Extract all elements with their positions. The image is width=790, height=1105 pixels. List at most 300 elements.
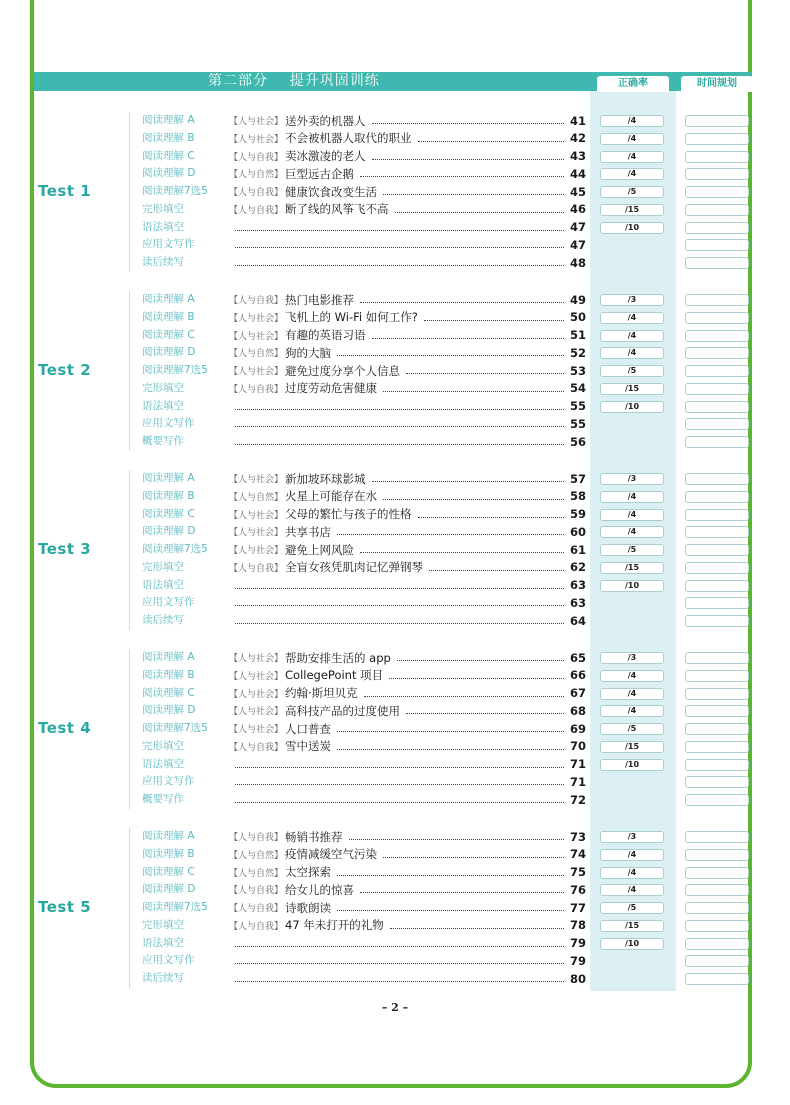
exercise-type: 阅读理解 C <box>142 865 195 878</box>
exercise-type: 完形填空 <box>142 381 184 394</box>
dot-leader <box>418 141 564 142</box>
time-plan-input[interactable] <box>685 436 749 448</box>
article-title: 诗歌朗读 <box>285 900 332 915</box>
accuracy-input[interactable]: /3 <box>600 473 664 485</box>
exercise-type: 阅读理解 C <box>142 686 195 699</box>
toc-entry[interactable] <box>229 917 586 934</box>
exercise-type: 阅读理解 B <box>142 131 195 144</box>
list-item <box>0 201 790 219</box>
toc-entry[interactable] <box>229 309 586 326</box>
accuracy-input[interactable]: /4 <box>600 849 664 861</box>
list-item <box>0 667 790 685</box>
dot-leader <box>429 570 564 571</box>
time-plan-input[interactable] <box>685 776 749 788</box>
toc-entry[interactable] <box>229 935 586 952</box>
toc-entry[interactable] <box>229 148 586 165</box>
theme-tag: 【人与社会】 <box>229 134 284 145</box>
toc-entry[interactable] <box>229 433 586 450</box>
accuracy-input[interactable]: /4 <box>600 491 664 503</box>
dot-leader <box>235 784 564 785</box>
time-plan-input[interactable] <box>685 688 749 700</box>
dot-leader <box>364 696 564 697</box>
list-item <box>0 773 790 791</box>
accuracy-input[interactable]: /3 <box>600 652 664 664</box>
accuracy-input[interactable]: /4 <box>600 867 664 879</box>
exercise-type: 概要写作 <box>142 793 184 805</box>
exercise-type: 应用文写作 <box>142 775 195 788</box>
list-item <box>0 559 790 577</box>
time-plan-input[interactable] <box>685 239 749 251</box>
article-title: 约翰·斯坦贝克 <box>285 686 358 700</box>
list-item <box>0 291 790 309</box>
time-plan-input[interactable] <box>685 597 749 609</box>
list-item <box>0 219 790 237</box>
article-title: 新加坡环球影城 <box>285 471 366 486</box>
theme-tag: 【人与社会】 <box>229 331 284 342</box>
toc-entry[interactable] <box>229 899 586 916</box>
accuracy-input[interactable]: /4 <box>600 347 664 359</box>
theme-tag: 【人与自我】 <box>229 904 284 914</box>
time-plan-input[interactable] <box>685 257 749 269</box>
time-plan-input[interactable] <box>685 473 749 485</box>
time-plan-input[interactable] <box>685 365 749 377</box>
dot-leader <box>360 552 564 553</box>
theme-tag: 【人与社会】 <box>229 117 284 127</box>
dot-leader <box>372 123 564 124</box>
accuracy-input[interactable]: /4 <box>600 705 664 717</box>
toc-entry[interactable] <box>229 541 586 558</box>
accuracy-input[interactable]: /10 <box>600 759 664 771</box>
list-item <box>0 362 790 380</box>
page-ref: 46 <box>569 202 586 217</box>
theme-tag: 【人与自然】 <box>229 170 284 181</box>
article-title: 畅销书推荐 <box>285 829 343 844</box>
page-ref: 48 <box>569 255 586 270</box>
exercise-type: 读后续写 <box>142 256 184 268</box>
page-ref: 72 <box>569 792 586 807</box>
accuracy-input[interactable]: /15 <box>600 920 664 932</box>
page-ref: 47 <box>569 220 586 234</box>
dot-leader <box>418 517 564 518</box>
theme-tag: 【人与自然】 <box>229 492 284 503</box>
time-plan-input[interactable] <box>685 509 749 521</box>
accuracy-input[interactable]: /10 <box>600 222 664 234</box>
toc-entry[interactable] <box>229 327 586 344</box>
dot-leader <box>235 767 564 768</box>
accuracy-input[interactable]: /3 <box>600 831 664 843</box>
dot-leader <box>372 338 564 339</box>
theme-tag: 【人与社会】 <box>229 313 284 324</box>
exercise-type: 阅读理解 A <box>142 830 195 842</box>
page-ref: 55 <box>569 399 586 413</box>
time-plan-column-header: 时间规划 <box>681 76 753 92</box>
list-item <box>0 702 790 720</box>
accuracy-input[interactable]: /4 <box>600 168 664 180</box>
exercise-type: 阅读理解 A <box>142 472 195 484</box>
test-label: Test 1 <box>38 182 92 200</box>
dot-leader <box>235 444 564 445</box>
toc-entry[interactable] <box>229 685 586 702</box>
list-item <box>0 130 790 148</box>
theme-tag: 【人与自我】 <box>229 205 284 216</box>
time-plan-input[interactable] <box>685 705 749 717</box>
toc-entry[interactable] <box>229 720 586 737</box>
toc-entry[interactable] <box>229 881 586 898</box>
article-title: 帮助安排生活的 app <box>285 650 391 665</box>
theme-tag: 【人与社会】 <box>229 475 284 485</box>
time-plan-input[interactable] <box>685 723 749 735</box>
test-label: Test 2 <box>38 361 92 379</box>
list-item <box>0 738 790 756</box>
exercise-type: 完形填空 <box>142 918 184 931</box>
toc-entry[interactable] <box>229 577 586 594</box>
theme-tag: 【人与自我】 <box>229 384 284 395</box>
theme-tag: 【人与自我】 <box>229 742 284 753</box>
list-item <box>0 506 790 524</box>
article-title: 卖冰激凌的老人 <box>285 149 366 163</box>
page-ref: 44 <box>569 166 586 181</box>
exercise-type: 读后续写 <box>142 614 184 626</box>
toc-entry[interactable] <box>229 594 586 611</box>
exercise-type: 阅读理解 A <box>142 293 195 305</box>
toc-entry[interactable] <box>229 773 586 790</box>
toc-entry[interactable] <box>229 506 586 523</box>
page-ref: 68 <box>569 703 586 718</box>
toc-entry[interactable] <box>229 612 586 629</box>
exercise-type: 阅读理解 C <box>142 149 195 162</box>
exercise-type: 阅读理解7选5 <box>142 543 208 555</box>
theme-tag: 【人与自然】 <box>229 850 284 861</box>
time-plan-input[interactable] <box>685 312 749 324</box>
exercise-type: 阅读理解 B <box>142 310 195 323</box>
exercise-type: 语法填空 <box>142 757 184 770</box>
accuracy-input[interactable]: /4 <box>600 115 664 127</box>
time-plan-input[interactable] <box>685 115 749 127</box>
time-plan-input[interactable] <box>685 401 749 413</box>
accuracy-input[interactable]: /5 <box>600 902 664 914</box>
time-plan-input[interactable] <box>685 151 749 163</box>
exercise-type: 阅读理解 D <box>142 346 196 359</box>
page-ref: 63 <box>569 578 586 592</box>
dot-leader <box>337 731 564 732</box>
exercise-type: 语法填空 <box>142 936 184 949</box>
dot-leader <box>337 534 564 535</box>
page-ref: 50 <box>569 310 586 325</box>
list-item <box>0 952 790 970</box>
exercise-type: 阅读理解 B <box>142 847 195 860</box>
accuracy-input[interactable]: /4 <box>600 884 664 896</box>
list-item <box>0 148 790 166</box>
time-plan-input[interactable] <box>685 741 749 753</box>
accuracy-input[interactable]: /4 <box>600 133 664 145</box>
exercise-type: 语法填空 <box>142 399 184 412</box>
accuracy-input[interactable]: /3 <box>600 294 664 306</box>
article-title: 父母的繁忙与孩子的性格 <box>285 507 412 521</box>
dot-leader <box>360 176 564 177</box>
article-title: 有趣的英语习语 <box>285 328 366 342</box>
time-plan-input[interactable] <box>685 204 749 216</box>
toc-entry[interactable] <box>229 201 586 218</box>
dot-leader <box>406 713 564 714</box>
accuracy-input[interactable]: /5 <box>600 723 664 735</box>
list-item <box>0 935 790 953</box>
time-plan-input[interactable] <box>685 867 749 879</box>
time-plan-input[interactable] <box>685 938 749 950</box>
dot-leader <box>235 963 564 964</box>
dot-leader <box>235 623 564 624</box>
accuracy-input[interactable]: /4 <box>600 526 664 538</box>
list-item <box>0 649 790 667</box>
time-plan-input[interactable] <box>685 562 749 574</box>
dot-leader <box>235 230 564 231</box>
dot-leader <box>372 481 564 482</box>
time-plan-input[interactable] <box>685 884 749 896</box>
exercise-type: 阅读理解 B <box>142 489 195 502</box>
time-plan-input[interactable] <box>685 615 749 627</box>
accuracy-input[interactable]: /15 <box>600 562 664 574</box>
theme-tag: 【人与社会】 <box>229 671 284 682</box>
article-title: 不会被机器人取代的职业 <box>285 131 412 146</box>
dot-leader <box>337 355 564 356</box>
dot-leader <box>349 839 564 840</box>
page-ref: 42 <box>569 131 586 146</box>
page-ref: 55 <box>569 416 586 431</box>
list-item <box>0 380 790 398</box>
list-item <box>0 415 790 433</box>
page-ref: 47 <box>569 237 586 252</box>
page-ref: 56 <box>569 434 586 449</box>
article-title: 过度劳动危害健康 <box>285 381 378 396</box>
time-plan-input[interactable] <box>685 849 749 861</box>
exercise-type: 语法填空 <box>142 220 184 233</box>
dot-leader <box>390 928 564 929</box>
toc-entry[interactable] <box>229 236 586 253</box>
time-plan-input[interactable] <box>685 670 749 682</box>
dot-leader <box>383 857 564 858</box>
time-plan-input[interactable] <box>685 330 749 342</box>
time-plan-input[interactable] <box>685 222 749 234</box>
theme-tag: 【人与社会】 <box>229 528 284 539</box>
time-plan-input[interactable] <box>685 526 749 538</box>
page-ref: 60 <box>569 524 586 539</box>
toc-entry[interactable] <box>229 864 586 881</box>
toc-entry[interactable] <box>229 791 586 808</box>
list-item <box>0 183 790 201</box>
accuracy-input[interactable]: /4 <box>600 312 664 324</box>
exercise-type: 应用文写作 <box>142 954 195 967</box>
exercise-type: 阅读理解7选5 <box>142 185 208 197</box>
toc-entry[interactable] <box>229 183 586 200</box>
time-plan-input[interactable] <box>685 544 749 556</box>
accuracy-input[interactable]: /4 <box>600 151 664 163</box>
article-title: 避免过度分享个人信息 <box>285 363 401 378</box>
accuracy-input[interactable]: /15 <box>600 383 664 395</box>
page-ref: 69 <box>569 721 586 736</box>
list-item <box>0 165 790 183</box>
list-item <box>0 685 790 703</box>
list-item <box>0 523 790 541</box>
accuracy-input[interactable]: /5 <box>600 544 664 556</box>
list-item <box>0 577 790 595</box>
dot-leader <box>397 660 564 661</box>
article-title: 避免上网风险 <box>285 542 355 557</box>
exercise-type: 应用文写作 <box>142 596 195 609</box>
time-plan-input[interactable] <box>685 794 749 806</box>
toc-entry[interactable] <box>229 488 586 505</box>
dot-leader <box>235 265 564 266</box>
exercise-type: 完形填空 <box>142 739 184 752</box>
accuracy-input[interactable]: /4 <box>600 688 664 700</box>
time-plan-input[interactable] <box>685 347 749 359</box>
accuracy-input[interactable]: /10 <box>600 401 664 413</box>
page-ref: 76 <box>569 882 586 897</box>
toc-entry[interactable] <box>229 756 586 773</box>
time-plan-input[interactable] <box>685 168 749 180</box>
list-item <box>0 756 790 774</box>
theme-tag: 【人与自我】 <box>229 563 284 574</box>
theme-tag: 【人与自然】 <box>229 349 284 360</box>
article-title: 送外卖的机器人 <box>285 113 366 128</box>
time-plan-input[interactable] <box>685 955 749 967</box>
accuracy-input[interactable]: /4 <box>600 330 664 342</box>
dot-leader <box>406 373 564 374</box>
article-title: 巨型远古企鹅 <box>285 166 355 181</box>
time-plan-input[interactable] <box>685 418 749 430</box>
list-item <box>0 720 790 738</box>
article-title: 高科技产品的过度使用 <box>285 703 401 718</box>
time-plan-input[interactable] <box>685 294 749 306</box>
exercise-type: 阅读理解7选5 <box>142 722 208 734</box>
article-title: 给女儿的惊喜 <box>285 882 355 897</box>
time-plan-input[interactable] <box>685 902 749 914</box>
list-item <box>0 594 790 612</box>
toc-entry[interactable] <box>229 649 586 666</box>
exercise-type: 阅读理解7选5 <box>142 364 208 376</box>
list-item <box>0 899 790 917</box>
article-title: 火星上可能存在水 <box>285 489 378 504</box>
page-ref: 66 <box>569 668 586 683</box>
article-title: 全盲女孩凭肌肉记忆弹钢琴 <box>285 560 424 575</box>
toc-entry[interactable] <box>229 344 586 361</box>
page-ref: 79 <box>569 953 586 968</box>
time-plan-input[interactable] <box>685 133 749 145</box>
exercise-type: 应用文写作 <box>142 417 195 430</box>
toc-entry[interactable] <box>229 559 586 576</box>
toc-entry[interactable] <box>229 415 586 432</box>
accuracy-input[interactable]: /10 <box>600 938 664 950</box>
list-item <box>0 881 790 899</box>
exercise-type: 阅读理解7选5 <box>142 901 208 913</box>
toc-entry[interactable] <box>229 738 586 755</box>
dot-leader <box>235 247 564 248</box>
page-ref: 71 <box>569 774 586 789</box>
accuracy-input[interactable]: /5 <box>600 186 664 198</box>
toc-entry[interactable] <box>229 219 586 236</box>
accuracy-input[interactable]: /15 <box>600 204 664 216</box>
time-plan-input[interactable] <box>685 759 749 771</box>
toc-entry[interactable] <box>229 254 586 271</box>
page-ref: 53 <box>569 363 586 378</box>
article-title: 47 年未打开的礼物 <box>285 918 384 933</box>
exercise-type: 阅读理解 B <box>142 668 195 681</box>
time-plan-input[interactable] <box>685 652 749 664</box>
time-plan-input[interactable] <box>685 831 749 843</box>
article-title: 飞机上的 Wi-Fi 如何工作? <box>285 310 418 325</box>
toc-entry[interactable] <box>229 702 586 719</box>
page-ref: 73 <box>569 829 586 844</box>
exercise-type: 应用文写作 <box>142 238 195 251</box>
list-item <box>0 112 790 130</box>
dot-leader <box>235 946 564 947</box>
time-plan-input[interactable] <box>685 973 749 985</box>
accuracy-input[interactable]: /5 <box>600 365 664 377</box>
toc-entry[interactable] <box>229 398 586 415</box>
toc-entry[interactable] <box>229 846 586 863</box>
dot-leader <box>383 194 564 195</box>
toc-entry[interactable] <box>229 828 586 845</box>
article-title: 健康饮食改变生活 <box>285 184 378 199</box>
list-item <box>0 488 790 506</box>
page-ref: 61 <box>569 542 586 557</box>
theme-tag: 【人与社会】 <box>229 510 284 521</box>
accuracy-input[interactable]: /15 <box>600 741 664 753</box>
time-plan-input[interactable] <box>685 383 749 395</box>
theme-tag: 【人与社会】 <box>229 546 284 556</box>
list-item <box>0 828 790 846</box>
dot-leader <box>235 588 564 589</box>
list-item <box>0 398 790 416</box>
list-item <box>0 327 790 345</box>
accuracy-input[interactable]: /10 <box>600 580 664 592</box>
exercise-type: 阅读理解 C <box>142 328 195 341</box>
list-item <box>0 612 790 630</box>
theme-tag: 【人与社会】 <box>229 654 284 664</box>
toc-entry[interactable] <box>229 165 586 182</box>
toc-entry[interactable] <box>229 970 586 987</box>
dot-leader <box>383 391 564 392</box>
toc-entry[interactable] <box>229 470 586 487</box>
dot-leader <box>383 499 564 500</box>
exercise-type: 阅读理解 C <box>142 507 195 520</box>
toc-entry[interactable] <box>229 130 586 147</box>
toc-entry[interactable] <box>229 380 586 397</box>
toc-entry[interactable] <box>229 667 586 684</box>
toc-entry[interactable] <box>229 952 586 969</box>
theme-tag: 【人与自我】 <box>229 921 284 932</box>
time-plan-input[interactable] <box>685 580 749 592</box>
article-title: 太空探索 <box>285 865 332 879</box>
toc-entry[interactable] <box>229 523 586 540</box>
time-plan-input[interactable] <box>685 186 749 198</box>
accuracy-input[interactable]: /4 <box>600 509 664 521</box>
list-item <box>0 344 790 362</box>
page-ref: 59 <box>569 507 586 521</box>
dot-leader <box>360 892 564 893</box>
page-ref: 57 <box>569 471 586 486</box>
page-ref: 62 <box>569 560 586 575</box>
accuracy-input[interactable]: /4 <box>600 670 664 682</box>
time-plan-input[interactable] <box>685 920 749 932</box>
page-ref: 65 <box>569 650 586 665</box>
page-ref: 63 <box>569 595 586 610</box>
theme-tag: 【人与自我】 <box>229 188 284 198</box>
toc-entry[interactable] <box>229 362 586 379</box>
time-plan-input[interactable] <box>685 491 749 503</box>
toc-entry[interactable] <box>229 112 586 129</box>
exercise-type: 语法填空 <box>142 578 184 591</box>
toc-entry[interactable] <box>229 291 586 308</box>
dot-leader <box>424 320 564 321</box>
